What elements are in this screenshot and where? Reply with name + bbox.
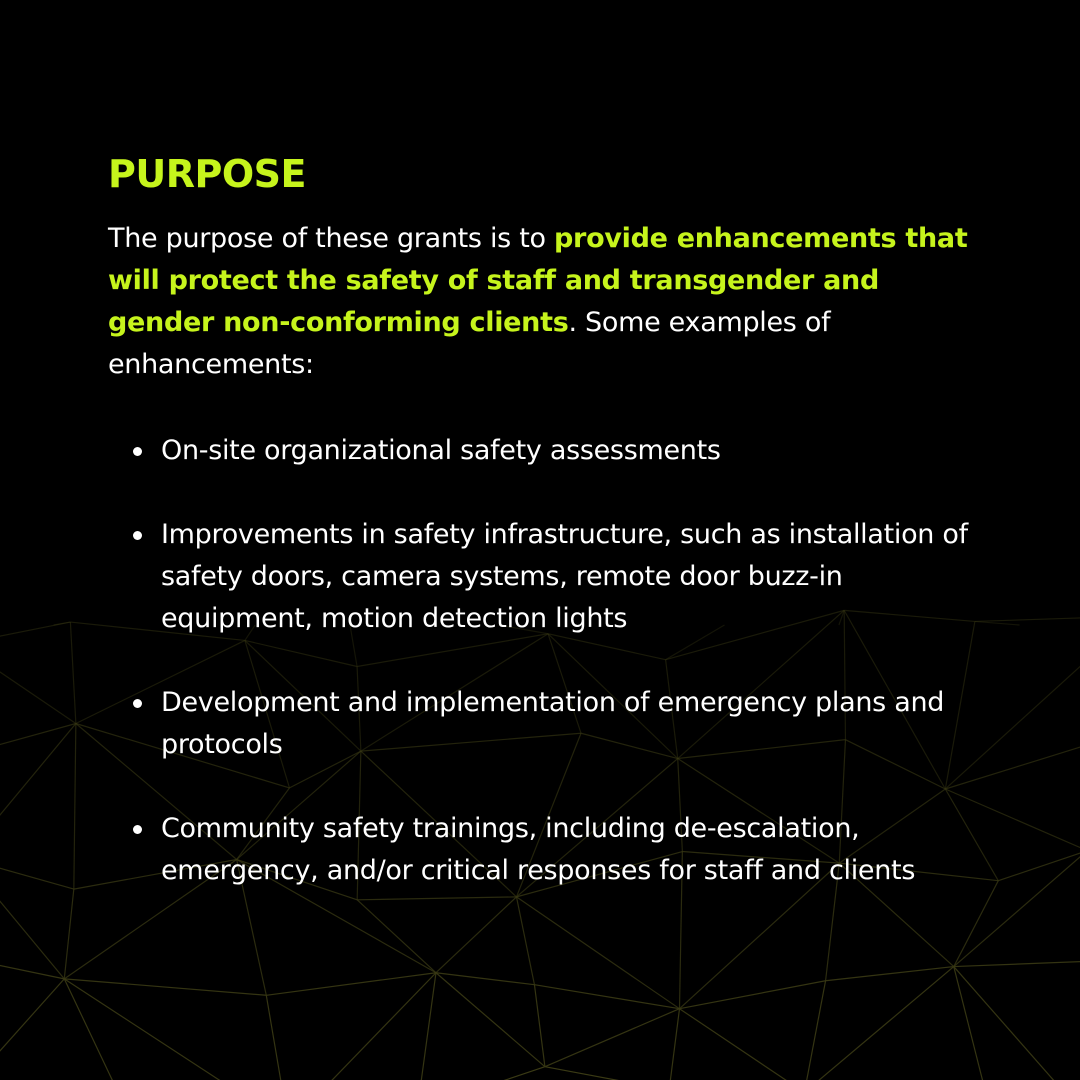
mesh-line [64,979,137,1080]
mesh-line [545,1067,669,1080]
mesh-line [0,858,74,889]
mesh-line [0,724,76,755]
mesh-line [975,616,1080,621]
mesh-line [0,622,70,644]
mesh-line [64,979,266,995]
mesh-line [436,973,534,985]
list-item-text: Development and implementation of emergency plans and protocols [161,687,945,760]
enhancement-list [108,430,988,892]
mesh-line [954,959,1080,966]
mesh-line [436,973,545,1067]
mesh-line [516,897,679,1009]
mesh-line [54,622,71,625]
list-item-text: On-site organizational safety assessments [161,435,721,466]
mesh-line [954,881,999,967]
bullet-icon [133,531,142,540]
mesh-line [804,981,825,1080]
mesh-line [74,724,76,890]
list-item [108,682,988,766]
list-item-text: Improvements in safety infrastructure, such as installation of safety doors, camera systems, remote door buzz-in equipment, motion detection lights [161,519,968,634]
mesh-line [357,900,436,973]
mesh-line [534,985,679,1009]
mesh-line [417,1067,545,1080]
mesh-line [0,724,76,859]
mesh-line [266,995,288,1080]
mesh-line [545,1009,680,1067]
mesh-line [64,889,74,979]
mesh-line [679,1009,804,1080]
intro-text-end: . Some examples of enhancements: [108,307,831,380]
mesh-line [954,967,992,1080]
list-item [108,430,988,472]
intro-highlight: provide enhancements that will protect the safety of staff and transgender and gender non-conforming clients [108,223,968,338]
mesh-line [266,973,436,996]
intro-text-start: The purpose of these grants is to [108,223,555,254]
bullet-icon [133,447,142,456]
mesh-line [0,858,64,979]
list-item [108,514,988,640]
page-title: PURPOSE [108,152,306,196]
mesh-line [804,967,953,1080]
bullet-icon [133,825,142,834]
bullet-icon [133,699,142,708]
mesh-line [826,967,954,981]
mesh-line [516,897,534,985]
mesh-line [0,979,64,1080]
mesh-line [534,985,544,1067]
mesh-line [669,1009,679,1080]
mesh-line [436,897,517,973]
mesh-line [954,967,1080,1080]
intro-paragraph [108,218,988,386]
mesh-line [0,644,76,723]
list-item [108,808,988,892]
mesh-line [357,897,516,900]
content-block [108,150,988,892]
list-item-text: Community safety trainings, including de-escalation, emergency, and/or critical responses for staff and clients [161,813,916,886]
mesh-line [679,981,825,1009]
mesh-line [998,851,1080,881]
mesh-line [70,622,75,723]
